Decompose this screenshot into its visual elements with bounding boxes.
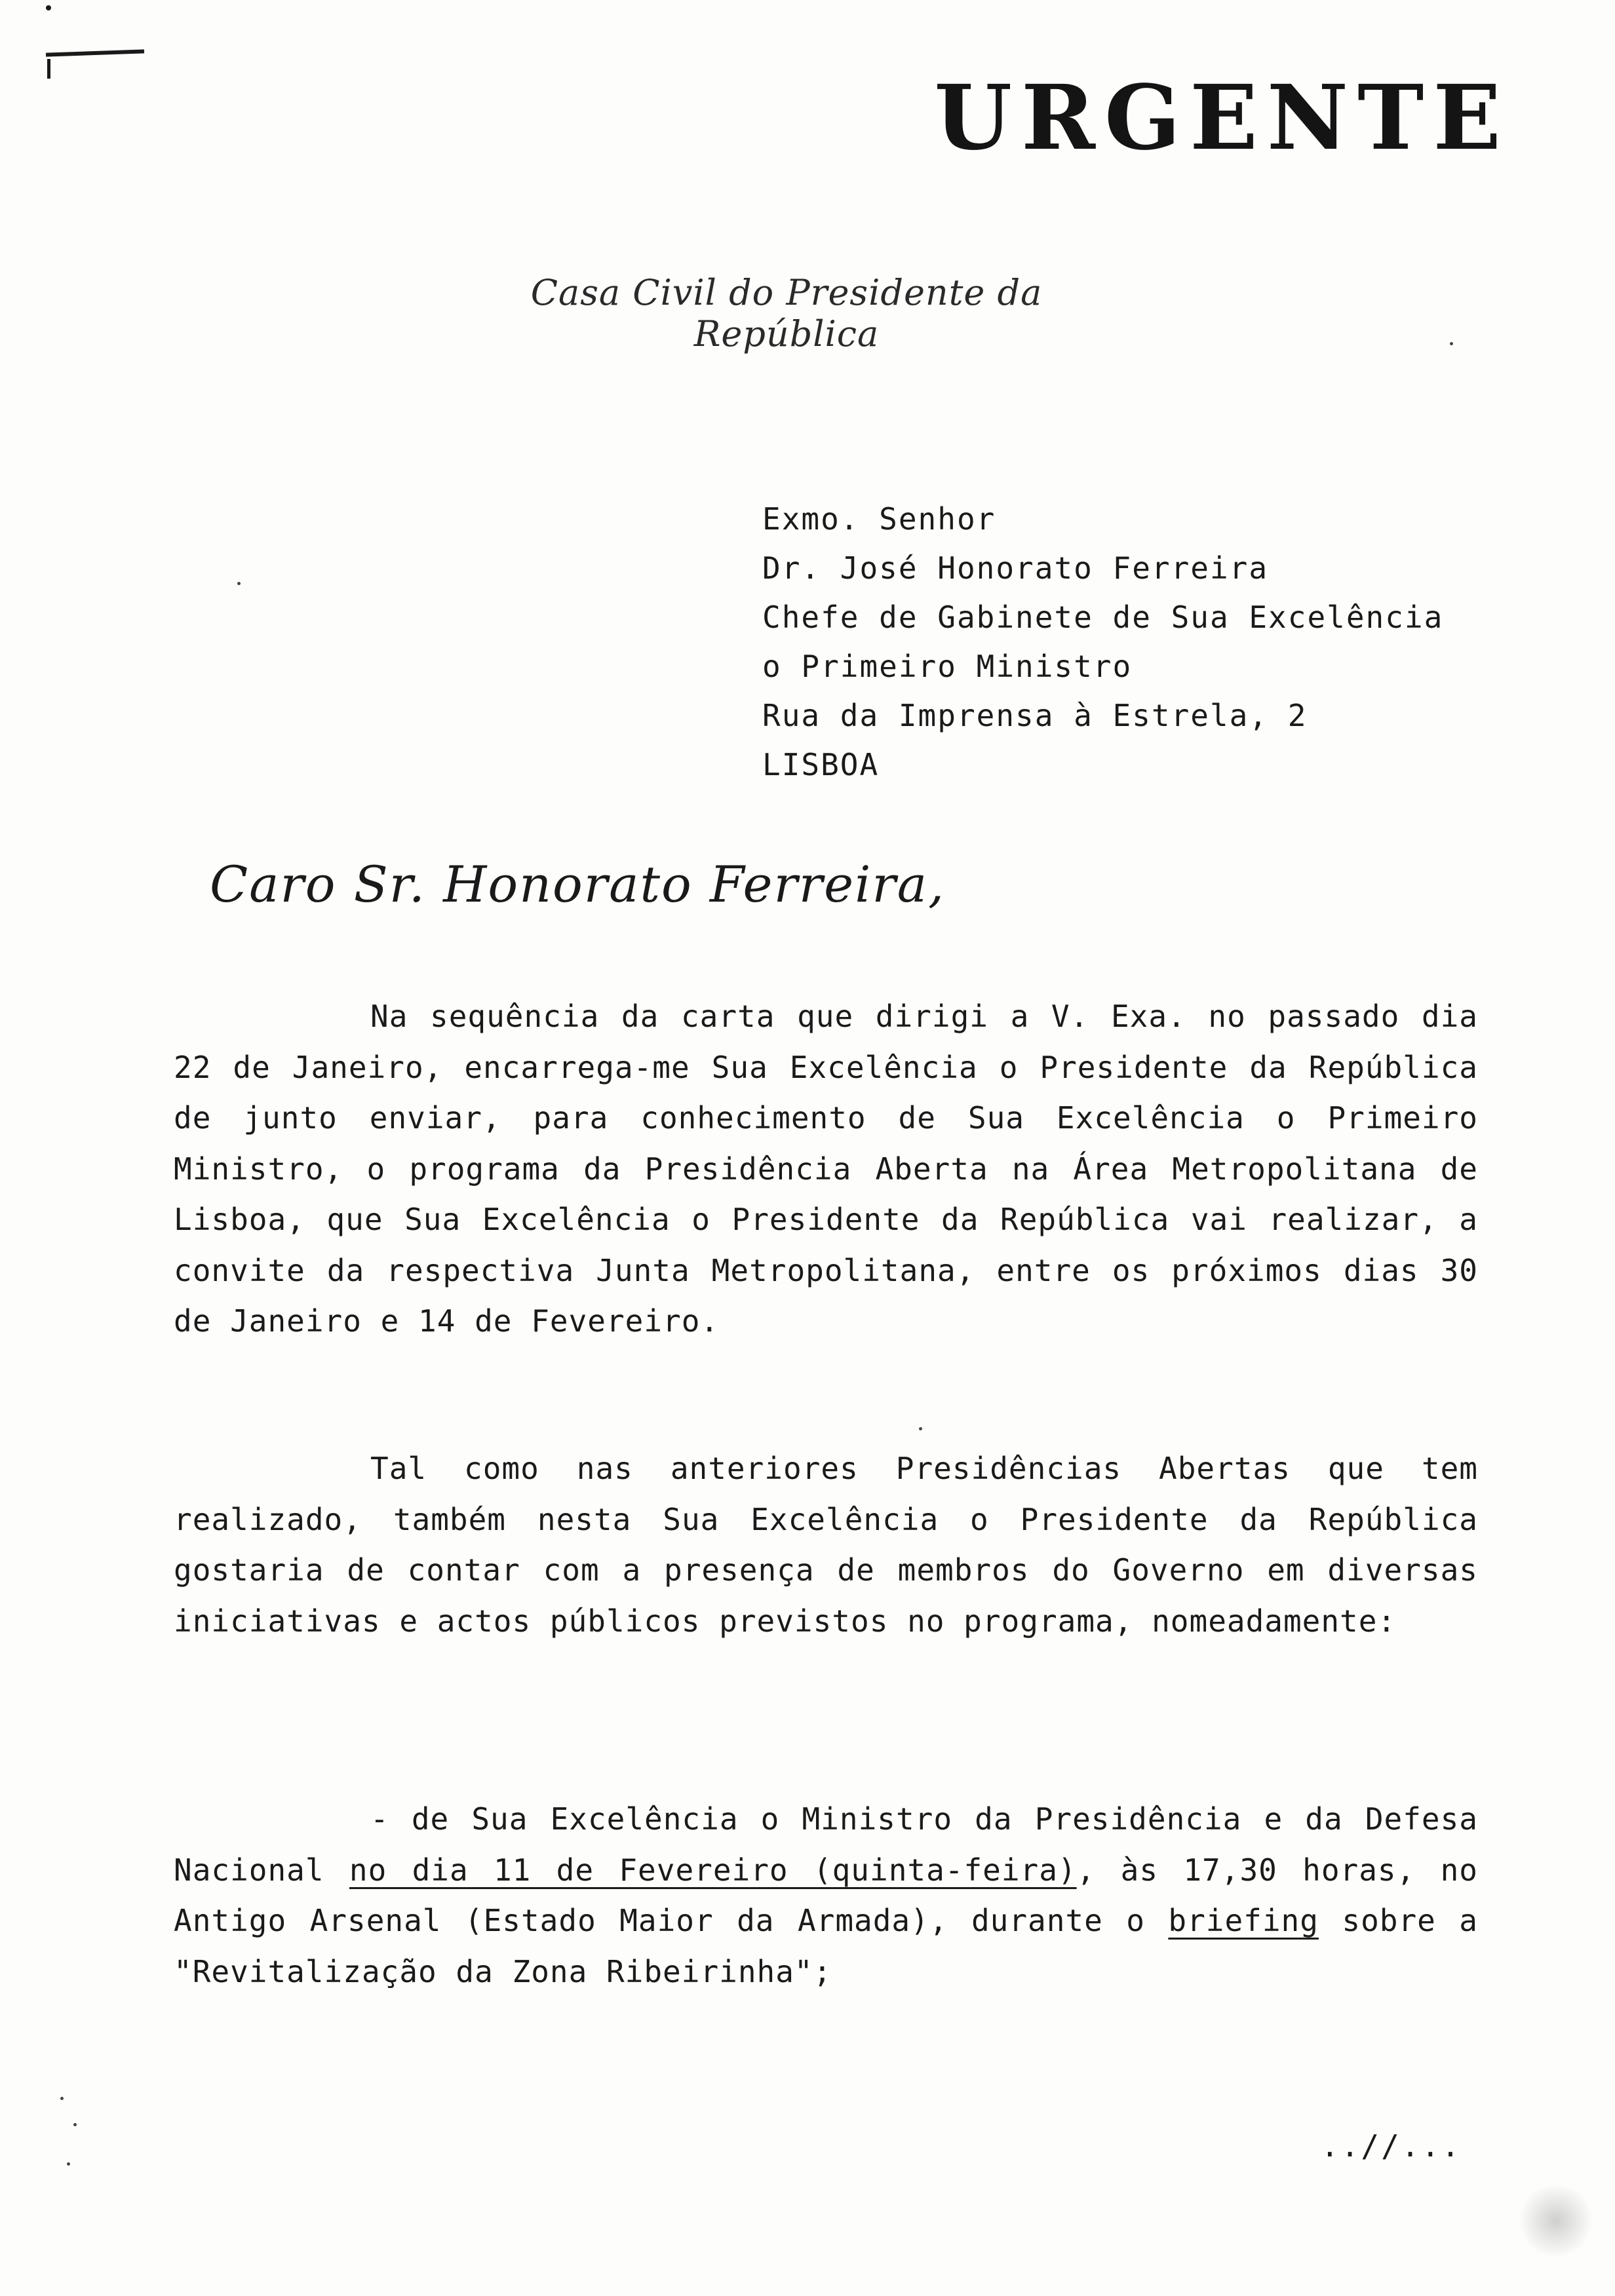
scan-speck: [67, 2162, 70, 2166]
scan-speck: [237, 582, 241, 585]
scan-smudge: [1517, 2185, 1595, 2257]
address-line: Exmo. Senhor: [762, 501, 996, 537]
address-line: Dr. José Honorato Ferreira: [762, 550, 1269, 586]
paragraph-text: , às 17,30 horas, no Antigo Arsenal (Estado Maior da Armada), durante o: [174, 1852, 1479, 1938]
address-line: Chefe de Gabinete de Sua Excelência: [762, 600, 1444, 635]
address-line: LISBOA: [762, 747, 880, 782]
body-paragraph-3: [174, 1794, 1478, 1997]
body-paragraph-2: [174, 1444, 1478, 1647]
scan-speck: [73, 2123, 77, 2126]
scan-mark: [46, 5, 51, 10]
scan-speck: [1450, 342, 1453, 345]
scan-speck: [60, 2097, 64, 2100]
scan-mark: [47, 59, 50, 79]
scan-mark: [46, 49, 144, 56]
page-continuation-mark: ..//...: [1321, 2128, 1462, 2164]
urgent-stamp: URGENTE: [934, 66, 1510, 170]
paragraph-text: Na sequência da carta que dirigi a V. Exa. no passado dia 22 de Janeiro, encarrega-me Sua Excelência o Presidente da República de junto enviar, para conhecimento de Sua Excelência o Primeiro Ministro, o programa da Presidência Aberta na Área Metropolitana de Lisboa, que Sua Excelência o Presidente da República vai realizar, a convite da respectiva Junta Metropolitana, entre os próximos dias 30 de Janeiro e 14 de Fevereiro.: [174, 999, 1478, 1339]
scan-speck: [919, 1427, 922, 1430]
recipient-address: [762, 495, 1443, 790]
letterhead: Casa Civil do Presidente da República: [530, 272, 1043, 354]
paragraph-text: Tal como nas anteriores Presidências Abertas que tem realizado, também nesta Sua Excelência o Presidente da República gostaria de contar com a presença de membros do Governo em diversas iniciativas e actos públicos previstos no programa, nomeadamente:: [174, 1451, 1478, 1639]
address-line: Rua da Imprensa à Estrela, 2: [762, 698, 1308, 733]
underlined-date: no dia 11 de Fevereiro (quinta-feira): [349, 1852, 1077, 1888]
body-paragraph-1: [174, 991, 1478, 1347]
address-line: o Primeiro Ministro: [762, 649, 1133, 684]
paragraph-text: - de Sua Excelência o Ministro da Presidência e da Defesa Nacional: [174, 1801, 1478, 1888]
underlined-term: briefing: [1168, 1903, 1319, 1938]
paragraph-text: sobre a "Revitalização da Zona Ribeirinha";: [174, 1903, 1478, 1989]
handwritten-salutation: Caro Sr. Honorato Ferreira,: [210, 855, 946, 913]
